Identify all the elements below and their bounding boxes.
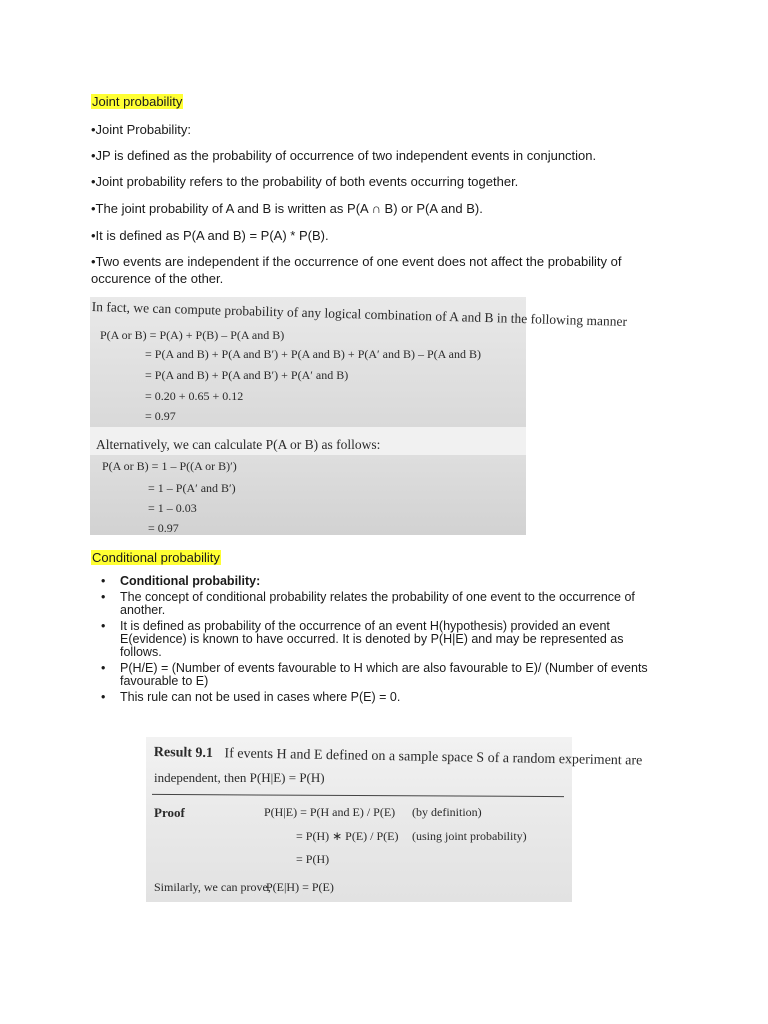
list-item: • The concept of conditional probability relates the probability of one event to the occurrence of another.	[101, 590, 635, 617]
excerpt-eq-7: = 1 – P(A′ and B′)	[148, 481, 236, 495]
divider	[152, 794, 564, 797]
textbook-excerpt-or-rule	[90, 297, 628, 535]
excerpt-eq-1: P(A or B) = P(A) + P(B) – P(A and B)	[100, 328, 285, 342]
excerpt-eq-8: = 1 – 0.03	[148, 501, 197, 515]
proof-note-2: (using joint probability)	[412, 829, 527, 843]
joint-line-1: •Joint Probability:	[91, 122, 191, 137]
similar-eq: P(E|H) = P(E)	[266, 880, 334, 894]
excerpt-alt: Alternatively, we can calculate P(A or B) as follows:	[96, 437, 381, 452]
joint-line-5: •It is defined as P(A and B) = P(A) * P(B).	[91, 228, 329, 243]
similar-text: Similarly, we can prove,	[154, 880, 271, 894]
conditional-bullet-list	[91, 575, 651, 707]
proof-eq-2: = P(H) ∗ P(E) / P(E)	[296, 829, 399, 843]
joint-line-6: •Two events are independent if the occurrence of one event does not affect the probability of occurence of the other.	[91, 254, 622, 286]
joint-line-2: •JP is defined as the probability of occurrence of two independent events in conjunction.	[91, 148, 597, 163]
textbook-result-excerpt	[146, 737, 643, 902]
result-text-2: independent, then P(H|E) = P(H)	[154, 770, 325, 785]
excerpt-eq-9: = 0.97	[148, 521, 179, 535]
excerpt-eq-5: = 0.97	[145, 409, 176, 423]
list-item: • Conditional probability:	[101, 574, 261, 588]
result-label: Result 9.1	[153, 745, 214, 762]
proof-note-1: (by definition)	[412, 805, 482, 819]
result-text: If events H and E defined on a sample space S of a random experiment are	[224, 746, 643, 769]
joint-heading: Joint probability	[92, 94, 183, 109]
excerpt-eq-6: P(A or B) = 1 – P((A or B)′)	[102, 459, 237, 473]
joint-line-3: •Joint probability refers to the probability of both events occurring together.	[91, 174, 519, 189]
proof-eq-3: = P(H)	[296, 852, 330, 866]
list-item: • This rule can not be used in cases where P(E) = 0.	[101, 690, 401, 704]
conditional-heading: Conditional probability	[92, 550, 220, 565]
excerpt-eq-2: = P(A and B) + P(A and B′) + P(A and B) + P(A′ and B) – P(A and B)	[145, 347, 481, 361]
excerpt-eq-4: = 0.20 + 0.65 + 0.12	[145, 389, 244, 403]
joint-line-4: •The joint probability of A and B is written as P(A ∩ B) or P(A and B).	[91, 201, 483, 216]
list-item: • P(H/E) = (Number of events favourable to H which are also favourable to E)/ (Number of events favourable to E)	[101, 661, 648, 688]
excerpt-eq-3: = P(A and B) + P(A and B′) + P(A′ and B)	[145, 368, 349, 382]
proof-eq-1: P(H|E) = P(H and E) / P(E)	[264, 805, 396, 819]
proof-label: Proof	[154, 805, 185, 820]
list-item: • It is defined as probability of the occurrence of an event H(hypothesis) provided an event E(evidence) is known to have occurred. It is denoted by P(H|E) and may be represented as follows.	[101, 619, 624, 659]
excerpt-intro: In fact, we can compute probability of any logical combination of A and B in the following manner	[91, 299, 628, 329]
